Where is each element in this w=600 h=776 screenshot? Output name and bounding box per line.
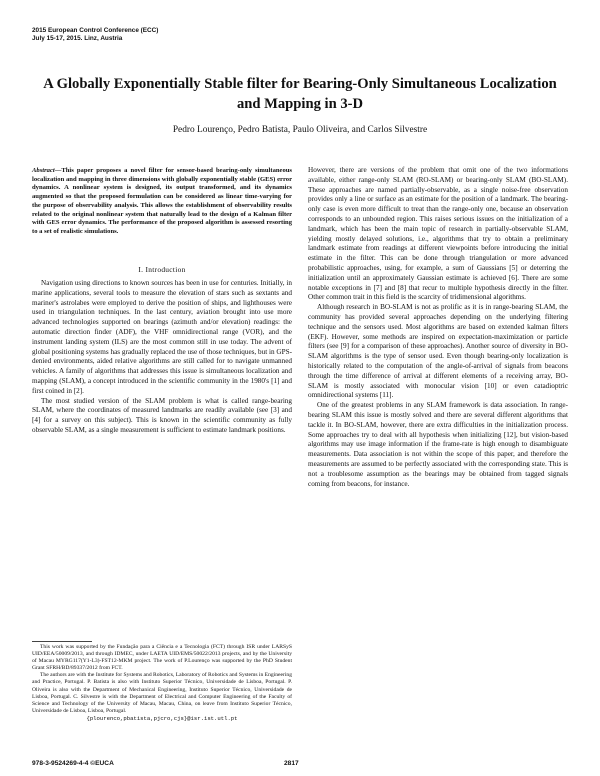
author-list: Pedro Lourenço, Pedro Batista, Paulo Oliveira, and Carlos Silvestre — [172, 125, 428, 135]
footnote-divider — [32, 641, 92, 642]
section-heading-introduction: I. Introduction — [138, 265, 186, 274]
paragraph: One of the greatest problems in any SLAM framework is data association. In range-bearing SLAM this issue is mostly solved and there are several different algorithms that tackle it. In BO-SLAM, however, there are extra difficulties in the initialization process. Some approaches try to deal with all hypothesis when initializing [12], but vision-based algorithms may use image information if the frame-rate is high enough to disambiguate measurements. Data association is not within the scope of this paper, and therefore the measurements are assumed to be perfectly associated with the corresponding state. This is not a troublesome assumption as the bearings may be obtained from tagged signals coming from beacons, for instance. — [308, 401, 568, 488]
conference-header — [32, 27, 158, 43]
footnote-affiliations: The authors are with the Institute for Systems and Robotics, Laboratory of Robotics and Systems in Engineering and Practice, Portugal. P. Batista is also with Instituto Superior Técnico, Universidade de Lisboa, Portugal. P. Oliveira is also with the Department of Mechanical Engineering, Instituto Superior Técnico, Universidade de Lisboa, Portugal. C. Silvestre is with the Department of Electrical and Computer Engineering of the Faculty of Science and Technology of the University of Macau, Macau, China, on leave from Instituto Superior Técnico, Universidade de Lisboa, Lisboa, Portugal. — [32, 672, 292, 714]
paper-title: A Globally Exponentially Stable filter for Bearing-Only Simultaneous Localization and Mapping in 3-D — [43, 76, 557, 112]
introduction-body — [32, 279, 292, 436]
footnote-funding: This work was supported by the Fundação para a Ciência e a Tecnologia (FCT) through ISR under LARSyS UID/EEA/50009/2013, and through IDMEC, under LAETA UID/EMS/50022/2013 projects, and by the University of Macau MYRG117(Y1-L3)-FST12-MKM project. The work of P.Lourenço was supported by the PhD Student Grant SFRH/BD/89337/2012 from FCT. — [32, 644, 292, 672]
right-column-body — [308, 166, 568, 489]
abstract — [32, 167, 292, 237]
author-emails: {plourenco,pbatista,pjcro,cjs}@isr.ist.utl.pt — [86, 714, 238, 722]
page-number: 2817 — [284, 760, 299, 767]
conference-date-location: July 15-17, 2015. Linz, Austria — [32, 35, 123, 42]
abstract-label: Abstract — [32, 167, 55, 174]
paragraph: Although research in BO-SLAM is not as prolific as it is in range-bearing SLAM, the community has provided several approaches depending on the underlying filtering technique and the sensors used. Most algorithms are based on extended kalman filters (EKF). However, some methods are inspired on expectation-maximization or particle filters (see [9] for a comparison of these approaches). Another source of diversity in BO-SLAM algorithms is the type of sensor used. Even though bearing-only localization is historically related to the computation of the angle-of-arrival of signals from beacons through the time difference of arrival at different elements of a receiving array, BO-SLAM is mostly associated with monocular vision [10] or even catadioptric omnidirectional systems [11]. — [308, 303, 568, 400]
footnotes — [32, 644, 292, 722]
paragraph: The most studied version of the SLAM problem is what is called range-bearing SLAM, where the coordinates of measured landmarks are readily available (see [3] and [4] for a survey on this subject). This is known in the scientific community as fully observable SLAM, as a single measurement is sufficient to estimate landmark positions. — [32, 396, 292, 434]
abstract-text: —This paper proposes a novel filter for sensor-based bearing-only simultaneous localization and mapping in three dimensions with globally exponentially stable (GES) error dynamics. A nonlinear system is designed, its output transformed, and its dynamics augmented so that the proposed formulation can be considered as linear time-varying for the purpose of observability analysis. This allows the establishment of observability results related to the original nonlinear system that naturally lead to the design of a Kalman filter with GES error dynamics. The performance of the proposed algorithm is assessed resorting to a set of realistic simulations. — [32, 167, 292, 235]
paragraph: However, there are versions of the problem that omit one of the two informations available, either range-only SLAM (RO-SLAM) or bearing-only SLAM (BO-SLAM). These approaches are named partially-observable, as a single noise-free observation provides only a line or surface as an estimate for the position of a landmark. The bearing-only case is even more difficult to treat than the range-only one, because an observation corresponds to an unbounded region. This raises serious issues on the initialization of a landmark, which has been the main topic of research in partially-observable SLAM, yielding mostly delayed solutions, i.e., algorithms that try to obtain a preliminary landmark estimate from readings at different viewpoints before introducing the initial estimate in the filter. This can be done through triangulation or more advanced probabilistic approaches, using, for example, a sum of Gaussians [5] or deterring the initialization until an approximately Gaussian estimate is achieved [6]. There are some notable exceptions in [7] and [8] that recur to multiple hypothesis directly in the filter. Other common trait in this field is the scarcity of tridimensional algorithms. — [308, 166, 568, 302]
footer-isbn: 978-3-9524269-4-4 ©EUCA — [32, 760, 114, 767]
conference-name: 2015 European Control Conference (ECC) — [32, 27, 159, 34]
paragraph: Navigation using directions to known sources has been in use for centuries. Initially, in marine applications, several tools to measure the elevation of stars such as sextants and mariner's astrolabes were employed to derive the position of ships, and lighthouses were used in triangulation techniques. In the last century, aviation brought into use more advanced technologies supported on bearings (azimuth and/or elevation) readings: the automatic direction finder (ADF), the VHF omnidirectional range (VOR), and the instrument landing system (ILS) are the most common still in use today. The advent of global positioning systems has gradually replaced the use of those techniques, but in GPS-denied environments, aided relative algorithms are still called for to navigate unmanned vehicles. A family of algorithms that addresses this issue is simultaneous localization and mapping (SLAM), a concept introduced in the scientific community in the 1980's [1] and first coined in [2]. — [32, 279, 292, 395]
